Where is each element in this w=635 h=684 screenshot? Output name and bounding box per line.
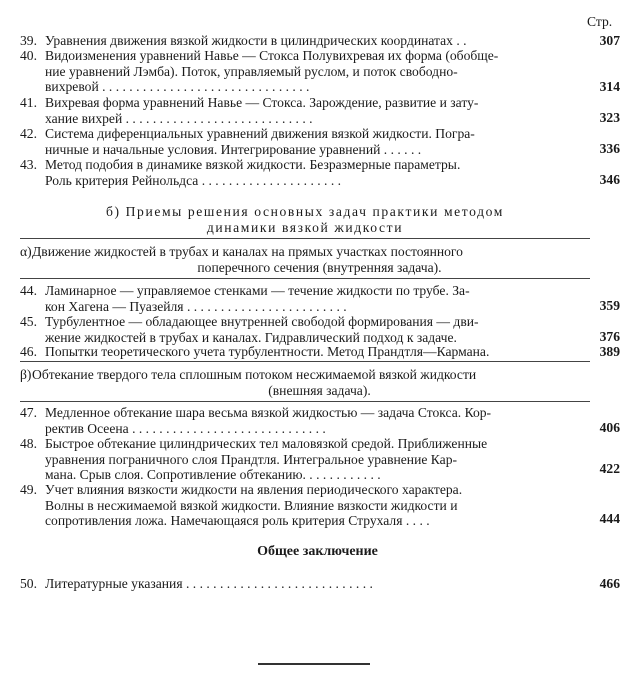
- entry-line: Роль критерия Рейнольдса . . . . . . . . . . . . . . . . . . . . .: [45, 172, 342, 188]
- entry-text: [45, 157, 575, 188]
- entry-line: Метод подобия в динамике вязкой жидкости. Безразмерные параметры.: [45, 157, 461, 172]
- entry-text: [45, 436, 575, 483]
- subsection-line: Обтекание твердого тела сплошным потоком несжимаемой вязкой жидкости: [32, 367, 477, 382]
- subsection-marker: α): [20, 244, 32, 259]
- entry-text: [45, 48, 575, 95]
- entry-text: [45, 95, 575, 126]
- conclusion-heading: Общее заключение: [257, 544, 378, 559]
- entry-line: Волны в несжимаемой вязкой жидкости. Влияние вязкости жидкости и: [45, 497, 458, 513]
- section-heading-line: динамики вязкой жидкости: [206, 219, 404, 235]
- entry-text: [45, 576, 575, 592]
- divider: [20, 238, 590, 239]
- entry-text: [45, 344, 575, 360]
- entry-line: Быстрое обтекание цилиндрических тел маловязкой средой. Приближенные: [45, 436, 488, 451]
- entry-number: 42.: [20, 126, 37, 141]
- entry-page: 466: [599, 576, 620, 591]
- entry-page: 444: [599, 511, 620, 526]
- entry-line: Учет влияния вязкости жидкости на явления периодического характера.: [45, 482, 463, 497]
- entry-number: 39.: [20, 33, 37, 48]
- closing-rule: [258, 663, 370, 665]
- subsection-line: поперечного сечения (внутренняя задача).: [197, 259, 442, 275]
- entry-page: 406: [599, 420, 620, 435]
- entry-page: 307: [599, 33, 620, 48]
- entry-number: 40.: [20, 48, 37, 63]
- divider: [20, 401, 590, 402]
- entry-page: 359: [599, 298, 620, 313]
- section-heading-line: б) Приемы решения основных задач практики методом: [105, 204, 505, 219]
- entry-text: [45, 314, 575, 345]
- entry-page: 336: [599, 141, 620, 156]
- entry-line: Система диференциальных уравнений движения вязкой жидкости. Погра-: [45, 126, 475, 141]
- entry-line: Ламинарное — управляемое стенками — течение жидкости по трубе. За-: [45, 283, 470, 298]
- entry-page: 314: [599, 79, 620, 94]
- entry-line: Турбулентное — обладающее внутренней свободой формирования — дви-: [45, 314, 479, 329]
- entry-text: [45, 482, 575, 529]
- entry-number: 50.: [20, 576, 37, 591]
- entry-line: ние уравнений Лэмба). Поток, управляемый руслом, и поток свободно-: [45, 63, 458, 79]
- entry-page: 389: [599, 344, 620, 359]
- entry-number: 44.: [20, 283, 37, 298]
- subsection-line: Движение жидкостей в трубах и каналах на прямых участках постоянного: [32, 244, 463, 259]
- entry-line: Уравнения движения вязкой жидкости в цилиндрических координатах . .: [45, 33, 467, 48]
- entry-line: сопротивления ложа. Намечающаяся роль критерия Струхаля . . . .: [45, 513, 430, 528]
- entry-text: [45, 283, 575, 314]
- subsection-marker: β): [20, 367, 32, 382]
- entry-line: жение жидкостей в трубах и каналах. Гидравлический подход к задаче.: [45, 329, 457, 345]
- entry-line: Попытки теоретического учета турбулентности. Метод Прандтля—Кармана.: [45, 344, 490, 359]
- divider: [20, 361, 590, 362]
- entry-page: 376: [599, 329, 620, 344]
- entry-line: уравнения пограничного слоя Прандтля. Интегральное уравнение Кар-: [45, 451, 458, 467]
- entry-text: [45, 405, 575, 436]
- subsection-line: (внешняя задача).: [268, 382, 371, 398]
- entry-page: 323: [599, 110, 620, 125]
- entry-number: 41.: [20, 95, 37, 110]
- entry-page: 422: [599, 461, 620, 476]
- entry-line: Вихревая форма уравнений Навье — Стокса. Зарождение, развитие и зату-: [45, 95, 479, 110]
- entry-number: 46.: [20, 344, 37, 359]
- page-column-label: Стр.: [587, 14, 613, 29]
- entry-line: вихревой . . . . . . . . . . . . . . . . . . . . . . . . . . . . . . .: [45, 79, 310, 94]
- entry-text: [45, 126, 575, 157]
- entry-line: ректив Осеена . . . . . . . . . . . . . . . . . . . . . . . . . . . . .: [45, 420, 326, 436]
- entry-number: 48.: [20, 436, 37, 451]
- entry-line: кон Хагена — Пуазейля . . . . . . . . . . . . . . . . . . . . . . . .: [45, 298, 347, 314]
- entry-line: мана. Срыв слоя. Сопротивление обтеканию. . . . . . . . . . . .: [45, 467, 381, 482]
- entry-line: хание вихрей . . . . . . . . . . . . . . . . . . . . . . . . . . . .: [45, 110, 313, 126]
- entry-number: 43.: [20, 157, 37, 172]
- entry-number: 47.: [20, 405, 37, 420]
- divider: [20, 278, 590, 279]
- entry-line: ничные и начальные условия. Интегрирование уравнений . . . . . .: [45, 141, 422, 157]
- entry-line: Видоизменения уравнений Навье — Стокса Полувихревая их форма (обобще-: [45, 48, 499, 63]
- entry-number: 49.: [20, 482, 37, 497]
- section-b-heading: [20, 204, 590, 235]
- entry-line: Медленное обтекание шара весьма вязкой жидкостью — задача Стокса. Кор-: [45, 405, 492, 420]
- entry-line: Литературные указания . . . . . . . . . . . . . . . . . . . . . . . . . . . .: [45, 576, 373, 591]
- entry-text: [45, 33, 575, 49]
- entry-number: 45.: [20, 314, 37, 329]
- entry-page: 346: [599, 172, 620, 187]
